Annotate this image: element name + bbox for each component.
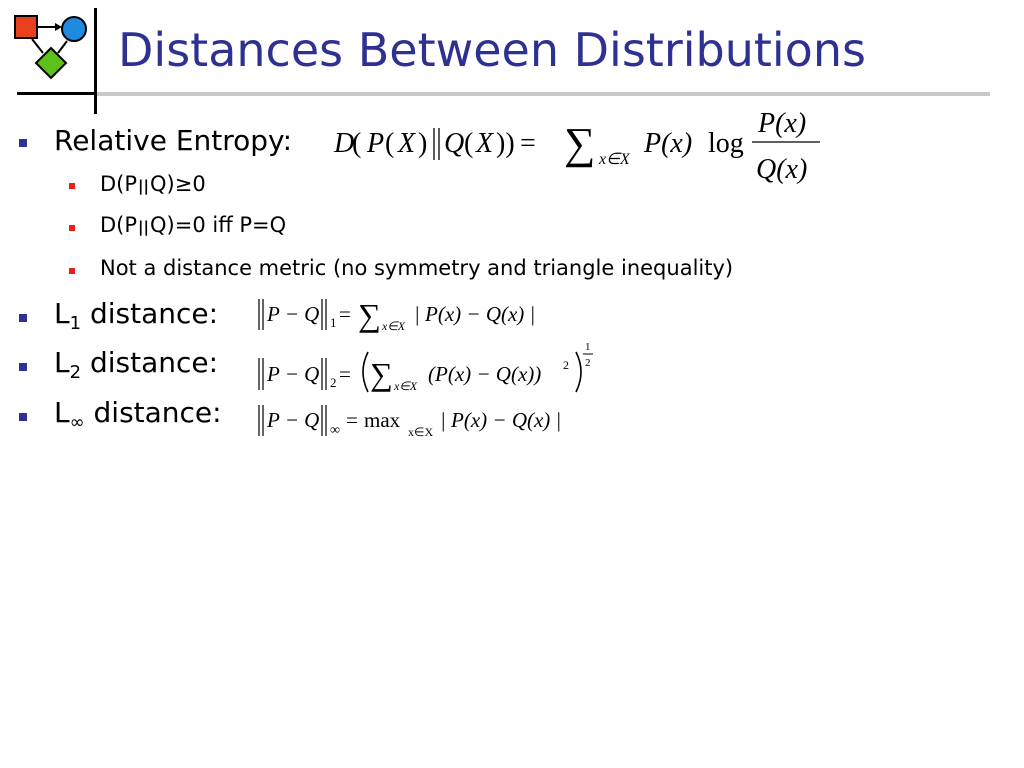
kl-d: D	[334, 128, 355, 159]
sub-bullet-marker	[69, 183, 75, 189]
l1-equals: =	[339, 302, 351, 326]
l1-formula	[254, 294, 574, 340]
relative-entropy-label: Relative Entropy:	[54, 124, 292, 157]
kl-x1: X	[398, 128, 416, 159]
slide-title: Distances Between Distributions	[118, 23, 866, 77]
header-divider-black	[17, 92, 97, 95]
sub-bullet-not-metric: Not a distance metric (no symmetry and triangle inequality)	[100, 256, 734, 280]
kl-equals: =	[520, 128, 536, 159]
kl-sum-index: x∈X	[599, 151, 630, 168]
l2-big-paren-right	[576, 352, 581, 392]
sub-bullet-kl-zero-iff	[100, 211, 286, 241]
l1-sum-symbol: ∑	[358, 297, 381, 333]
linf-suffix: distance:	[84, 396, 222, 429]
linf-norm-sub: ∞	[330, 423, 340, 438]
linf-max-index: x∈X	[408, 425, 434, 439]
sub-bullet-kl-nonnegative	[100, 170, 206, 200]
l2-formula	[254, 338, 604, 398]
header-divider-gray	[97, 92, 990, 96]
linf-distance-label	[54, 396, 222, 433]
header-vertical-divider	[94, 8, 97, 114]
l2-sum-symbol: ∑	[370, 356, 393, 392]
l2-exp-den: 2	[585, 357, 591, 369]
l1-distance-label	[54, 297, 219, 334]
kl-nonneg-before: D(P	[100, 172, 138, 196]
l2-subscript: 2	[69, 362, 82, 383]
l1-letter: L	[54, 297, 70, 330]
bullet-marker	[19, 139, 27, 147]
kl-frac-numerator: P(x)	[758, 108, 807, 139]
linf-letter: L	[54, 396, 70, 429]
kl-nonneg-after: Q)≥0	[150, 172, 206, 196]
kl-sum-symbol: ∑	[564, 119, 596, 168]
l1-body: | P(x) − Q(x) |	[414, 302, 536, 326]
linf-max: max	[364, 408, 401, 432]
logo-arrow-right-head	[55, 23, 62, 31]
bullet-marker	[19, 314, 27, 322]
kl-zero-before: D(P	[100, 213, 138, 237]
logo-icon	[12, 12, 90, 86]
kl-q: Q	[444, 128, 465, 159]
l2-equals: =	[339, 362, 351, 386]
kl-close-paren-1: )	[418, 128, 428, 159]
kl-nonneg-parallel: ||	[138, 177, 149, 195]
l2-square: 2	[563, 358, 569, 372]
kl-p-of-x: P(x)	[644, 128, 693, 159]
kl-close-parens: ))	[496, 128, 515, 159]
linf-body: | P(x) − Q(x) |	[440, 408, 562, 432]
kl-open-paren-1: (	[352, 128, 362, 159]
logo-circle-shape	[62, 17, 86, 41]
logo-diamond-shape	[36, 48, 66, 78]
logo-arrow-right-down	[58, 41, 67, 53]
kl-x2: X	[476, 128, 494, 159]
l2-sum-index: x∈X	[394, 379, 418, 393]
logo-square-shape	[15, 16, 37, 38]
kl-open-paren-3: (	[464, 128, 474, 159]
kl-open-paren-2: (	[385, 128, 395, 159]
sub-bullet-marker	[69, 225, 75, 231]
linf-subscript: ∞	[69, 412, 85, 433]
l2-norm-sub: 2	[330, 375, 337, 390]
l1-norm-lhs: P − Q	[267, 302, 320, 326]
l1-suffix: distance:	[81, 297, 219, 330]
kl-frac-denominator: Q(x)	[756, 154, 808, 185]
l2-norm-lhs: P − Q	[267, 362, 320, 386]
l2-distance-label	[54, 346, 219, 383]
l1-norm-sub: 1	[330, 315, 337, 330]
l2-suffix: distance:	[81, 346, 219, 379]
bullet-marker	[19, 413, 27, 421]
sub-bullet-marker	[69, 268, 75, 274]
l2-body: (P(x) − Q(x))	[428, 362, 542, 386]
l1-subscript: 1	[69, 313, 82, 334]
logo-arrow-left-down	[32, 39, 43, 53]
linf-formula	[254, 400, 594, 446]
linf-norm-lhs: P − Q	[267, 408, 320, 432]
l1-sum-index: x∈X	[382, 319, 406, 333]
kl-zero-parallel: ||	[138, 218, 149, 236]
kl-p: P	[367, 128, 385, 159]
kl-log: log	[708, 128, 744, 159]
l2-big-paren-left	[363, 352, 368, 392]
linf-equals: =	[346, 408, 358, 432]
l2-letter: L	[54, 346, 70, 379]
kl-zero-after: Q)=0 iff P=Q	[150, 213, 287, 237]
relative-entropy-formula	[330, 104, 830, 188]
bullet-marker	[19, 363, 27, 371]
l2-exp-num: 1	[585, 341, 591, 353]
